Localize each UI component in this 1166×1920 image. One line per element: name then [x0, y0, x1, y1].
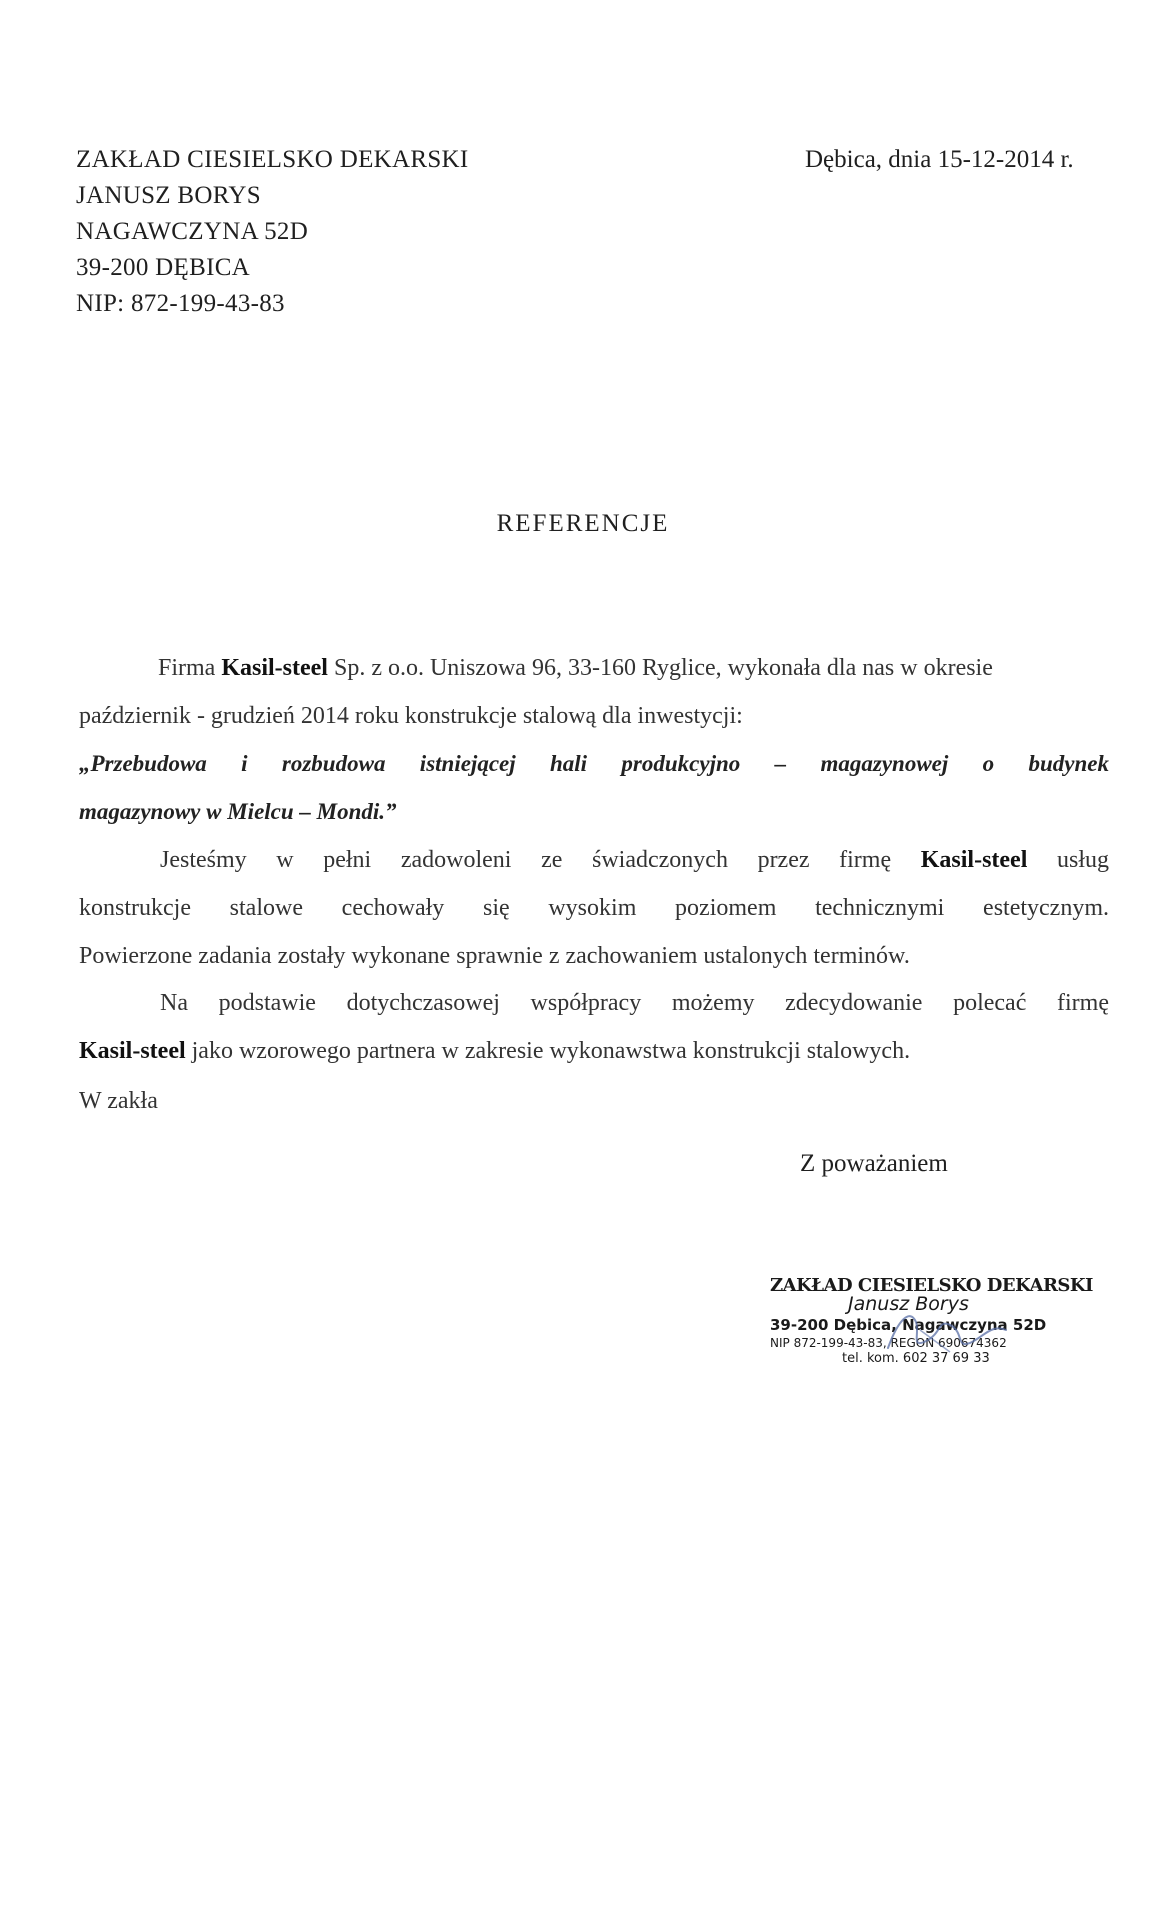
text-span: Firma [158, 655, 222, 681]
company-name: Kasil-steel [920, 847, 1028, 873]
investment-quote-line-2: magazynowy w Mielcu – Mondi.” [79, 799, 397, 824]
company-name: Kasil-steel [79, 1038, 186, 1064]
stamp-address: 39-200 Dębica, Nagawczyna 52D [770, 1316, 1047, 1334]
letter-title: REFERENCJE [496, 510, 670, 537]
sender-name: JANUSZ BORYS [76, 182, 261, 209]
sender-city: 39-200 DĘBICA [76, 254, 251, 281]
paragraph-1-line-2: październik - grudzień 2014 roku konstrukcje stalową dla inwestycji: [79, 703, 743, 729]
paragraph-2-line-3: Powierzone zadania zostały wykonane sprawnie z zachowaniem ustalonych terminów. [79, 943, 910, 969]
stamp-company: ZAKŁAD CIESIELSKO DEKARSKI [770, 1275, 1093, 1296]
closing-salutation: Z poważaniem [800, 1150, 948, 1177]
paragraph-3-line-1: Na podstawie dotychczasowej współpracy możemy zdecydowanie polecać firmę [160, 990, 1109, 1016]
company-name: Kasil-steel [221, 655, 328, 681]
paragraph-3-line-2 [79, 1038, 910, 1065]
paragraph-4: W zakła [79, 1088, 158, 1114]
stamp-owner: Janusz Borys [848, 1293, 969, 1315]
company-stamp [770, 1275, 1093, 1366]
text-span: usług [1027, 847, 1110, 873]
sender-block [76, 142, 469, 322]
stamp-nip-regon: NIP 872-199-43-83, REGON 690674362 [770, 1336, 1007, 1350]
paragraph-2-line-2: konstrukcje stalowe cechowały się wysokim poziomem technicznymi estetycznym. [79, 895, 1109, 921]
paragraph-2-line-1 [160, 847, 1109, 874]
text-span: Jesteśmy w pełni zadowoleni ze świadczonych przez firmę [160, 847, 921, 873]
text-span: jako wzorowego partnera w zakresie wykonawstwa konstrukcji stalowych. [185, 1038, 911, 1064]
paragraph-1-line-1 [158, 655, 993, 682]
sender-street: NAGAWCZYNA 52D [76, 218, 309, 245]
letter-date: Dębica, dnia 15-12-2014 r. [805, 146, 1074, 173]
stamp-phone: tel. kom. 602 37 69 33 [842, 1351, 990, 1366]
text-span: Sp. z o.o. Uniszowa 96, 33-160 Ryglice, wykonała dla nas w okresie [327, 655, 993, 681]
sender-nip: NIP: 872-199-43-83 [76, 290, 285, 317]
investment-quote-line-1: „Przebudowa i rozbudowa istniejącej hali produkcyjno – magazynowej o budynek [79, 751, 1109, 776]
sender-company: ZAKŁAD CIESIELSKO DEKARSKI [76, 146, 469, 173]
